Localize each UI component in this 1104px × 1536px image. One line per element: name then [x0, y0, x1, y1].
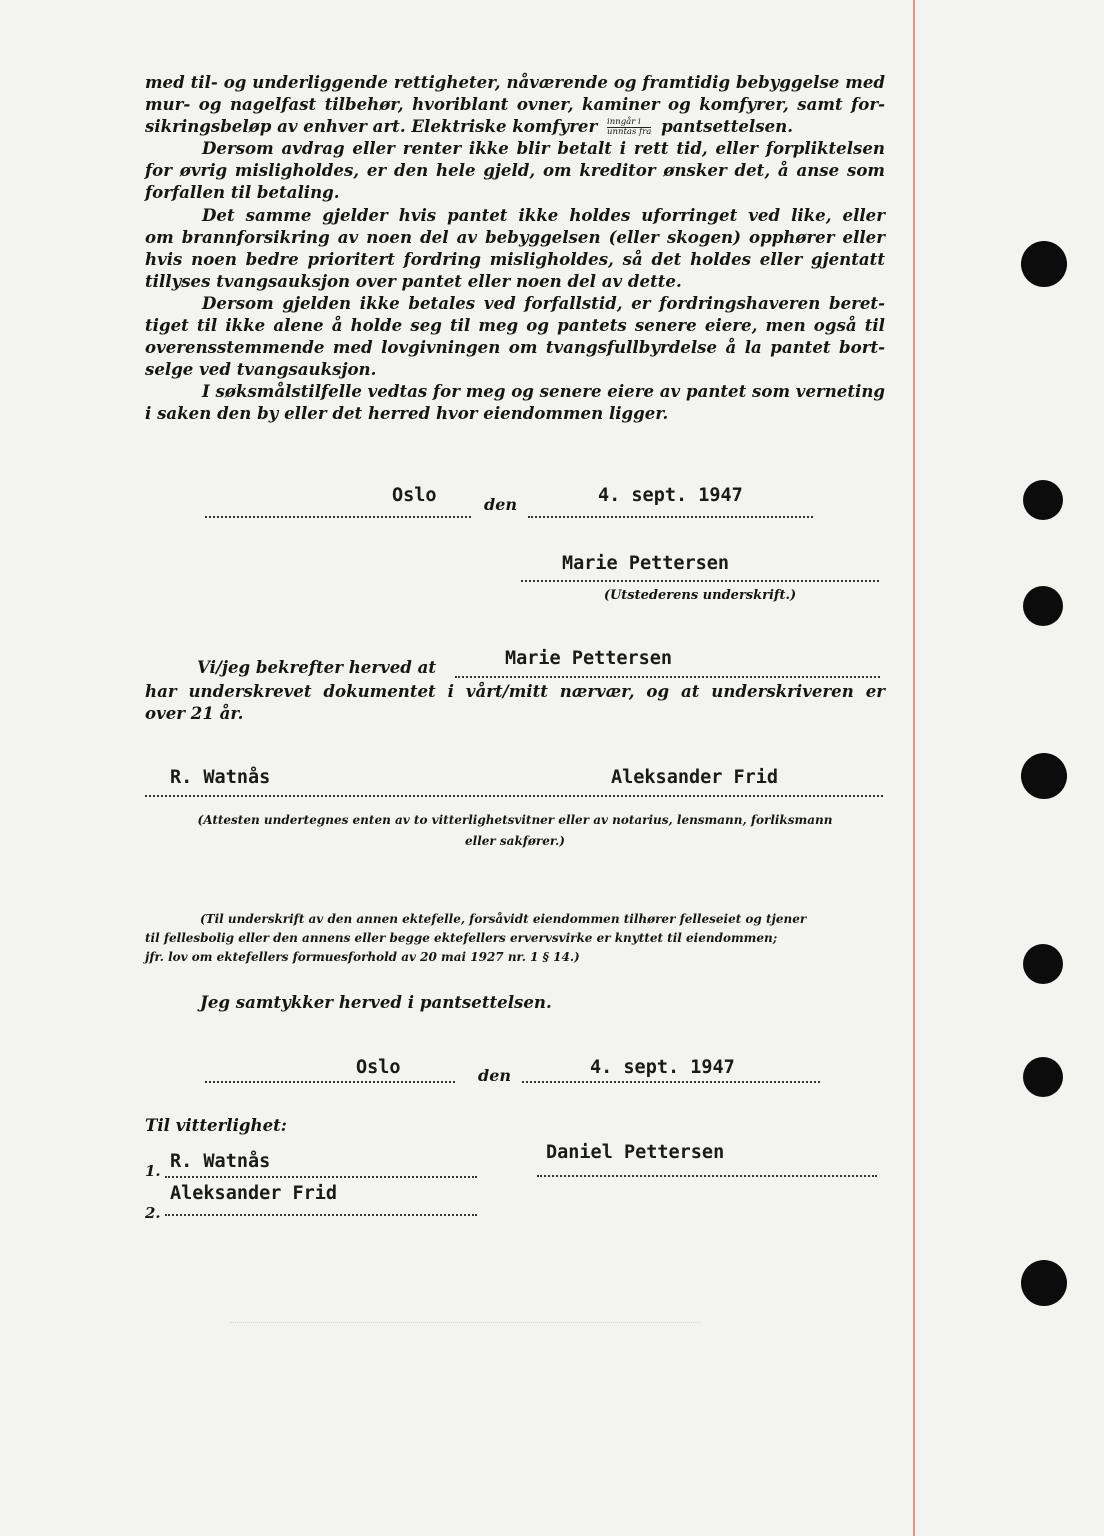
attestation-note: eller sakfører.) — [465, 834, 565, 848]
den-label: den — [484, 495, 517, 514]
text-span: pantsettelsen. — [661, 116, 793, 137]
text-line: i saken den by eller det herred hvor eiendommen ligger. — [145, 403, 669, 424]
text-line: Det samme gjelder hvis pantet ikke holdes uforringet ved like, eller — [202, 204, 885, 225]
consent-place: Oslo — [356, 1057, 401, 1078]
dotted-line — [205, 516, 471, 518]
punch-hole — [1021, 1260, 1067, 1306]
text-line: hvis noen bedre prioritert fordring misligholdes, så det holdes eller gjentatt — [145, 248, 885, 269]
attestation-prefix: Vi/jeg bekrefter herved at — [197, 657, 437, 677]
text-line: Dersom gjelden ikke betales ved forfallstid, er fordringshaveren beret- — [202, 292, 885, 313]
witness-heading: Til vitterlighet: — [145, 1115, 287, 1135]
consent-text: Jeg samtykker herved i pantsettelsen. — [200, 992, 552, 1012]
text-line: med til- og underliggende rettigheter, nåværende og framtidig bebyggelse med — [145, 72, 885, 92]
text-line: selge ved tvangsauksjon. — [145, 359, 377, 380]
bleed-through-mark — [230, 1322, 700, 1353]
text-line: overensstemmende med lovgivningen om tvangsfullbyrdelse å la pantet bort- — [145, 337, 885, 358]
text-line: tillyses tvangsauksjon over pantet eller noen del av dette. — [145, 270, 682, 291]
punch-hole — [1023, 944, 1063, 984]
spouse-note: til fellesbolig eller den annens eller begge ektefellers ervervsvirke er knyttet til eiendommen; — [145, 931, 778, 945]
attestation-text: over 21 år. — [145, 703, 244, 723]
issuer-place: Oslo — [392, 485, 437, 506]
text-line: Dersom avdrag eller renter ikke blir betalt i rett tid, eller forpliktelsen — [202, 138, 885, 159]
text-line: tiget til ikke alene å holde seg til meg og pantets senere eiere, men også til — [145, 315, 885, 336]
fraction-bottom: unntas fra — [607, 127, 652, 138]
red-margin-line — [913, 0, 915, 1536]
witness-1-signature: R. Watnås — [170, 767, 271, 788]
consent-date: 4. sept. 1947 — [590, 1057, 735, 1078]
text-line: for øvrig misligholdes, er den hele gjeld, om kreditor ønsker det, å anse som — [145, 160, 885, 181]
signature-caption: (Utstederens underskrift.) — [603, 588, 797, 603]
attestation-note: (Attesten undertegnes enten av to vitterlighetsvitner eller av notarius, lensmann, forliksmann — [197, 813, 833, 827]
text-line: mur- og nagelfast tilbehør, hvoriblant ovner, kaminer og komfyrer, samt for- — [145, 94, 885, 115]
witness-2-signature: Aleksander Frid — [611, 767, 779, 788]
spouse-signature: Daniel Pettersen — [546, 1142, 725, 1163]
spouse-note: jfr. lov om ektefellers formuesforhold av 20 mai 1927 nr. 1 § 14.) — [145, 950, 580, 964]
fraction-choice — [607, 118, 651, 137]
punch-hole — [1023, 480, 1063, 520]
dotted-line — [205, 1081, 455, 1083]
fraction-top: inngår i — [607, 118, 651, 128]
attested-name: Marie Pettersen — [505, 648, 673, 669]
text-line: I søksmålstilfelle vedtas for meg og senere eiere av pantet som verneting — [202, 381, 885, 402]
dotted-line — [522, 1081, 820, 1083]
punch-hole — [1021, 241, 1067, 287]
witness-signature-line — [145, 795, 883, 797]
mortgage-terms-text — [145, 71, 885, 425]
dotted-line — [528, 516, 813, 518]
consent-witness-2: Aleksander Frid — [170, 1183, 338, 1204]
dotted-line — [455, 676, 880, 678]
spouse-note: (Til underskrift av den annen ektefelle, forsåvidt eiendommen tilhører felleseiet og tjener — [200, 912, 807, 926]
dotted-line — [165, 1214, 477, 1216]
issuer-date: 4. sept. 1947 — [598, 485, 743, 506]
issuer-signature: Marie Pettersen — [562, 553, 730, 574]
dotted-line — [165, 1176, 477, 1178]
consent-witness-1: R. Watnås — [170, 1151, 271, 1172]
text-line: om brannforsikring av noen del av bebyggelsen (eller skogen) opphører eller — [145, 226, 885, 247]
text-line — [145, 115, 885, 137]
punch-hole — [1023, 1057, 1063, 1097]
signature-line — [521, 580, 879, 582]
signature-line — [537, 1175, 877, 1177]
den-label: den — [478, 1066, 511, 1085]
text-span: sikringsbeløp av enhver art. Elektriske komfyrer — [145, 116, 598, 137]
witness-number: 2. — [145, 1204, 161, 1222]
attestation-text: har underskrevet dokumentet i vårt/mitt nærvær, og at underskriveren er — [145, 681, 885, 701]
witness-number: 1. — [145, 1162, 161, 1180]
punch-hole — [1021, 753, 1067, 799]
text-line: forfallen til betaling. — [145, 182, 340, 203]
punch-hole — [1023, 586, 1063, 626]
